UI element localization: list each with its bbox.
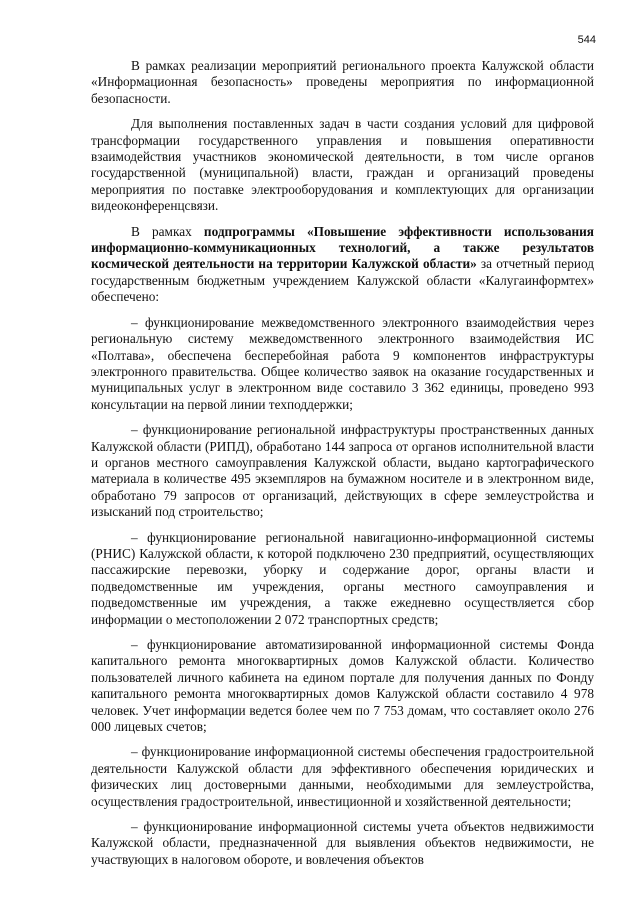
paragraph-rnis [91, 530, 594, 628]
paragraph-urban-planning-system [91, 744, 594, 810]
paragraph-ripd [91, 422, 594, 520]
paragraph-interagency-interaction [91, 315, 594, 413]
page-number: 544 [577, 34, 596, 46]
paragraph-text: – функционирование автоматизированной информационной системы Фонда капитального ремонта многоквартирных домов Калужской области. Количество пользователей личного кабинета на едином портале для получения данных по Фонду капитального ремонта многоквартирных домов Калужской области составило 4 978 человек. Учет информации ведется более чем по 7 753 домам, что составляет около 276 000 лицевых счетов; [91, 637, 594, 735]
subprogram-title: подпрограммы «Повышение эффективности использования информационно-коммуникационных технологий, а также результатов космической деятельности на территории Калужской области» [91, 223, 594, 272]
paragraph-text: В рамках [131, 223, 204, 239]
document-body [91, 58, 594, 877]
paragraph-text: – функционирование региональной инфраструктуры пространственных данных Калужской области (РИПД), обработано 144 запроса от органов исполнительной власти и органов местного самоуправления Калужской области, выдано картографического материала в количестве 495 экземпляров на бумажном носителе и в электронном виде, обработано 79 запросов от организаций, действующих в сфере землеустройства и изысканий под строительство; [91, 422, 594, 520]
paragraph-text: – функционирование региональной навигационно-информационной системы (РНИС) Калужской области, к которой подключено 230 предприятий, осуществляющих пассажирские перевозки, уборку и содержание дорог, органы власти и подведомственные им учреждения, органы местного самоуправления и подведомственные им учреждения, а также ежедневно осуществляется сбор информации о местоположении 2 072 транспортных средств; [91, 529, 594, 627]
paragraph-text: – функционирование информационной системы учета объектов недвижимости Калужской области, предназначенной для выявления объектов недвижимости, не участвующих в налоговом обороте, и вовлечения объектов [91, 819, 594, 867]
paragraph-text: – функционирование информационной системы обеспечения градостроительной деятельности Калужской области для эффективного обеспечения юридических и физических лиц достоверными данными, необходимыми для землеустройства, осуществления градостроительной, инвестиционной и хозяйственной деятельности; [91, 744, 594, 809]
paragraph-text: В рамках реализации мероприятий регионального проекта Калужской области «Информационная безопасность» проведены мероприятия по информационной безопасности. [91, 58, 594, 106]
paragraph-text: за отчетный период государственным бюджетным учреждением Калужской области «Калугаинформтех» обеспечено: [91, 256, 594, 305]
paragraph-regional-project [91, 58, 594, 107]
paragraph-text: – функционирование межведомственного электронного взаимодействия через региональную систему межведомственного электронного взаимодействия ИС «Полтава», обеспечена бесперебойная работа 9 компонентов инфраструктуры электронного правительства. Общее количество заявок на оказание государственных и муниципальных услуг в электронном виде составило 3 362 единицы, проведено 993 консультации на первой линии техподдержки; [91, 314, 594, 412]
paragraph-text: Для выполнения поставленных задач в части создания условий для цифровой трансформации государственного управления и повышения оперативности взаимодействия участников экономической деятельности, в том числе органов государственной (муниципальной) власти, граждан и организаций проведены мероприятия по поставке электрооборудования и комплектующих для организации видеоконференцсвязи. [91, 116, 594, 214]
paragraph-digital-transformation [91, 116, 594, 214]
paragraph-capital-repair-fund [91, 637, 594, 735]
paragraph-subprogram-intro [91, 224, 594, 306]
paragraph-real-estate-accounting [91, 819, 594, 868]
